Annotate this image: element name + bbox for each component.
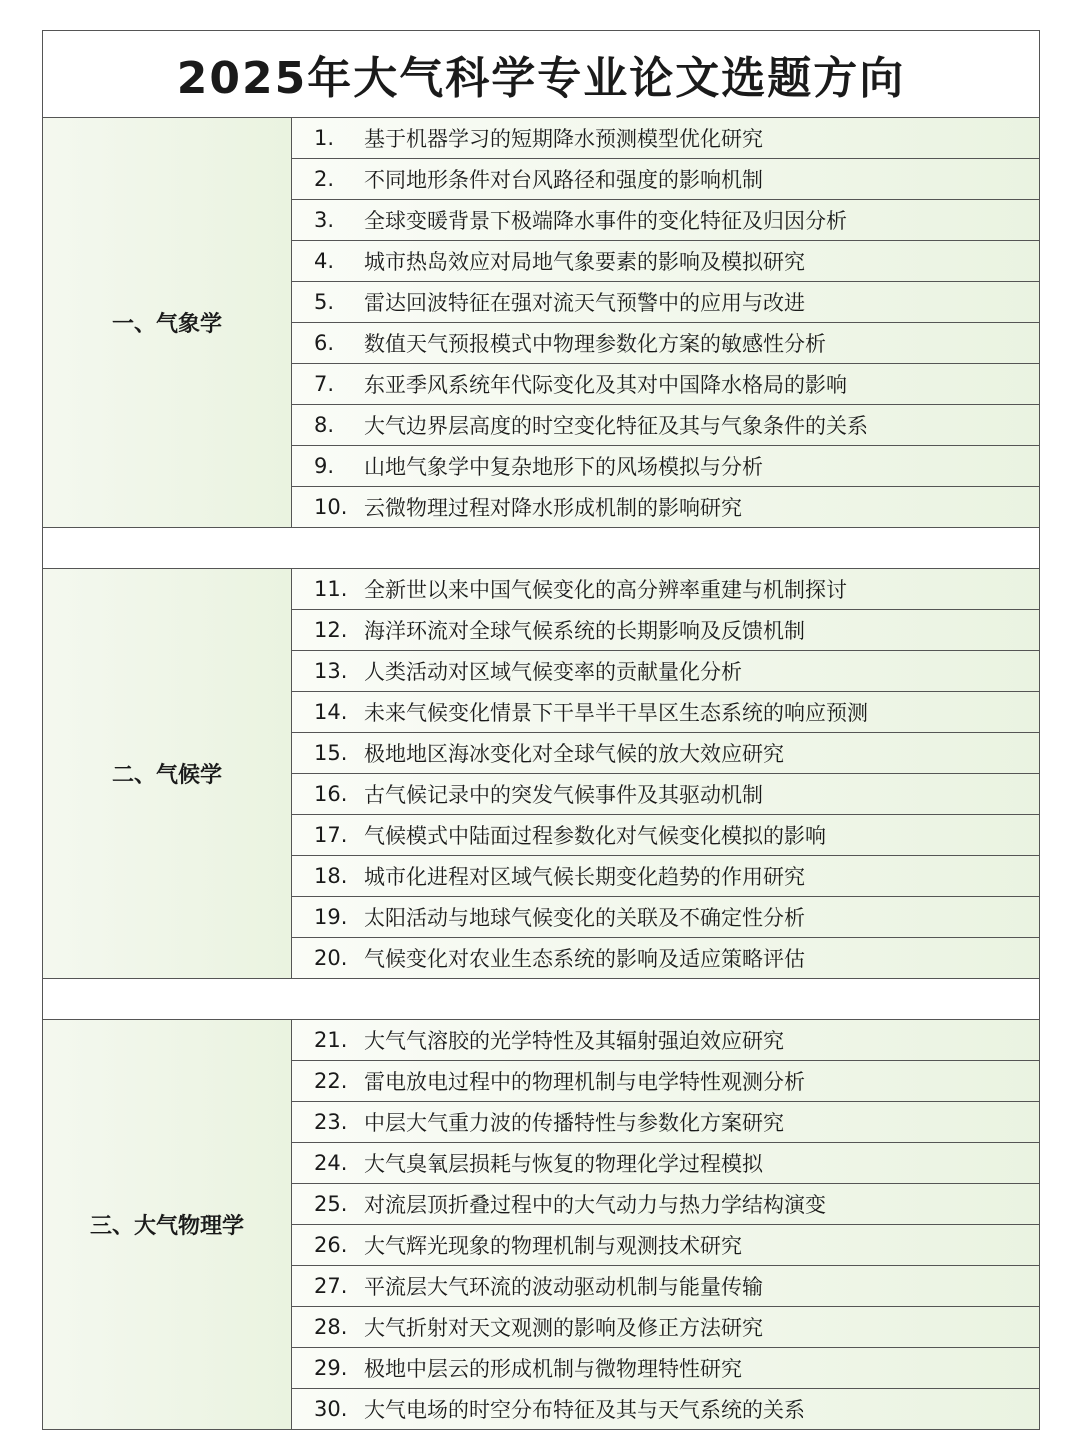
topic-row	[292, 282, 1039, 323]
topic-number: 30.	[314, 1397, 348, 1421]
topic-list	[292, 118, 1039, 527]
topic-number: 7.	[314, 372, 335, 396]
topic-number: 8.	[314, 413, 335, 437]
topic-row	[292, 1348, 1039, 1389]
category-label: 二、气候学	[43, 569, 292, 978]
topic-number: 23.	[314, 1110, 348, 1134]
topic-text: 基于机器学习的短期降水预测模型优化研究	[364, 127, 763, 151]
topic-number: 13.	[314, 659, 348, 683]
topic-number: 22.	[314, 1069, 348, 1093]
topic-row	[292, 651, 1039, 692]
topic-text: 城市热岛效应对局地气象要素的影响及模拟研究	[364, 250, 805, 274]
topic-text: 未来气候变化情景下干旱半干旱区生态系统的响应预测	[364, 701, 868, 725]
topic-number: 10.	[314, 495, 348, 519]
topic-number: 16.	[314, 782, 348, 806]
topic-number: 9.	[314, 454, 335, 478]
topic-text: 不同地形条件对台风路径和强度的影响机制	[364, 168, 763, 192]
page-title: 2025年大气科学专业论文选题方向	[43, 30, 1039, 118]
topic-number: 12.	[314, 618, 348, 642]
category-label: 三、大气物理学	[43, 1020, 292, 1429]
topic-text: 极地地区海冰变化对全球气候的放大效应研究	[364, 742, 784, 766]
topic-text: 雷电放电过程中的物理机制与电学特性观测分析	[364, 1070, 805, 1094]
topic-text: 气候模式中陆面过程参数化对气候变化模拟的影响	[364, 824, 826, 848]
table-body	[43, 118, 1039, 1430]
topic-row	[292, 1102, 1039, 1143]
topic-text: 海洋环流对全球气候系统的长期影响及反馈机制	[364, 619, 805, 643]
topic-number: 15.	[314, 741, 348, 765]
topic-text: 城市化进程对区域气候长期变化趋势的作用研究	[364, 865, 805, 889]
topic-text: 极地中层云的形成机制与微物理特性研究	[364, 1357, 742, 1381]
topic-row	[292, 323, 1039, 364]
topic-number: 21.	[314, 1028, 348, 1052]
section-3	[43, 1020, 1039, 1430]
topic-row	[292, 1020, 1039, 1061]
section-2	[43, 569, 1039, 979]
topic-row	[292, 1143, 1039, 1184]
topic-row	[292, 897, 1039, 938]
section-1	[43, 118, 1039, 528]
topic-text: 山地气象学中复杂地形下的风场模拟与分析	[364, 455, 763, 479]
topic-number: 24.	[314, 1151, 348, 1175]
topic-text: 大气边界层高度的时空变化特征及其与气象条件的关系	[364, 414, 868, 438]
topic-number: 5.	[314, 290, 335, 314]
topic-text: 人类活动对区域气候变率的贡献量化分析	[364, 660, 742, 684]
topic-text: 雷达回波特征在强对流天气预警中的应用与改进	[364, 291, 805, 315]
topic-list	[292, 569, 1039, 978]
topic-text: 大气折射对天文观测的影响及修正方法研究	[364, 1316, 763, 1340]
topic-number: 19.	[314, 905, 348, 929]
topic-number: 11.	[314, 577, 348, 601]
topic-text: 全新世以来中国气候变化的高分辨率重建与机制探讨	[364, 578, 847, 602]
topic-number: 3.	[314, 208, 335, 232]
topic-row	[292, 487, 1039, 527]
topic-text: 全球变暖背景下极端降水事件的变化特征及归因分析	[364, 209, 847, 233]
topic-text: 东亚季风系统年代际变化及其对中国降水格局的影响	[364, 373, 847, 397]
topic-text: 气候变化对农业生态系统的影响及适应策略评估	[364, 947, 805, 971]
topic-row	[292, 610, 1039, 651]
topic-row	[292, 159, 1039, 200]
topic-row	[292, 733, 1039, 774]
topic-number: 29.	[314, 1356, 348, 1380]
topic-number: 26.	[314, 1233, 348, 1257]
topic-row	[292, 856, 1039, 897]
topic-text: 太阳活动与地球气候变化的关联及不确定性分析	[364, 906, 805, 930]
topic-row	[292, 1225, 1039, 1266]
topic-text: 大气气溶胶的光学特性及其辐射强迫效应研究	[364, 1029, 784, 1053]
topic-row	[292, 446, 1039, 487]
topic-row	[292, 1307, 1039, 1348]
topic-number: 25.	[314, 1192, 348, 1216]
category-label: 一、气象学	[43, 118, 292, 527]
topic-text: 中层大气重力波的传播特性与参数化方案研究	[364, 1111, 784, 1135]
topic-text: 平流层大气环流的波动驱动机制与能量传输	[364, 1275, 763, 1299]
topic-row	[292, 241, 1039, 282]
topic-row	[292, 1266, 1039, 1307]
section-spacer	[43, 528, 1039, 569]
topic-text: 古气候记录中的突发气候事件及其驱动机制	[364, 783, 763, 807]
topic-row	[292, 1184, 1039, 1225]
topic-row	[292, 569, 1039, 610]
topic-row	[292, 774, 1039, 815]
topic-number: 17.	[314, 823, 348, 847]
topic-row	[292, 1389, 1039, 1429]
topic-row	[292, 118, 1039, 159]
section-spacer	[43, 979, 1039, 1020]
topic-row	[292, 200, 1039, 241]
topic-text: 数值天气预报模式中物理参数化方案的敏感性分析	[364, 332, 826, 356]
topic-row	[292, 405, 1039, 446]
topic-number: 28.	[314, 1315, 348, 1339]
topic-text: 大气电场的时空分布特征及其与天气系统的关系	[364, 1398, 805, 1422]
topic-number: 4.	[314, 249, 335, 273]
topic-row	[292, 1061, 1039, 1102]
topic-number: 6.	[314, 331, 335, 355]
topic-row	[292, 364, 1039, 405]
topic-row	[292, 692, 1039, 733]
topic-number: 20.	[314, 946, 348, 970]
topic-list	[292, 1020, 1039, 1429]
topic-text: 大气辉光现象的物理机制与观测技术研究	[364, 1234, 742, 1258]
topic-number: 27.	[314, 1274, 348, 1298]
topic-row	[292, 938, 1039, 978]
topic-text: 大气臭氧层损耗与恢复的物理化学过程模拟	[364, 1152, 763, 1176]
topic-row	[292, 815, 1039, 856]
topic-number: 1.	[314, 126, 335, 150]
topic-number: 2.	[314, 167, 335, 191]
topic-number: 14.	[314, 700, 348, 724]
topic-number: 18.	[314, 864, 348, 888]
topic-text: 云微物理过程对降水形成机制的影响研究	[364, 496, 742, 520]
topic-table	[42, 30, 1040, 1430]
topic-text: 对流层顶折叠过程中的大气动力与热力学结构演变	[364, 1193, 826, 1217]
